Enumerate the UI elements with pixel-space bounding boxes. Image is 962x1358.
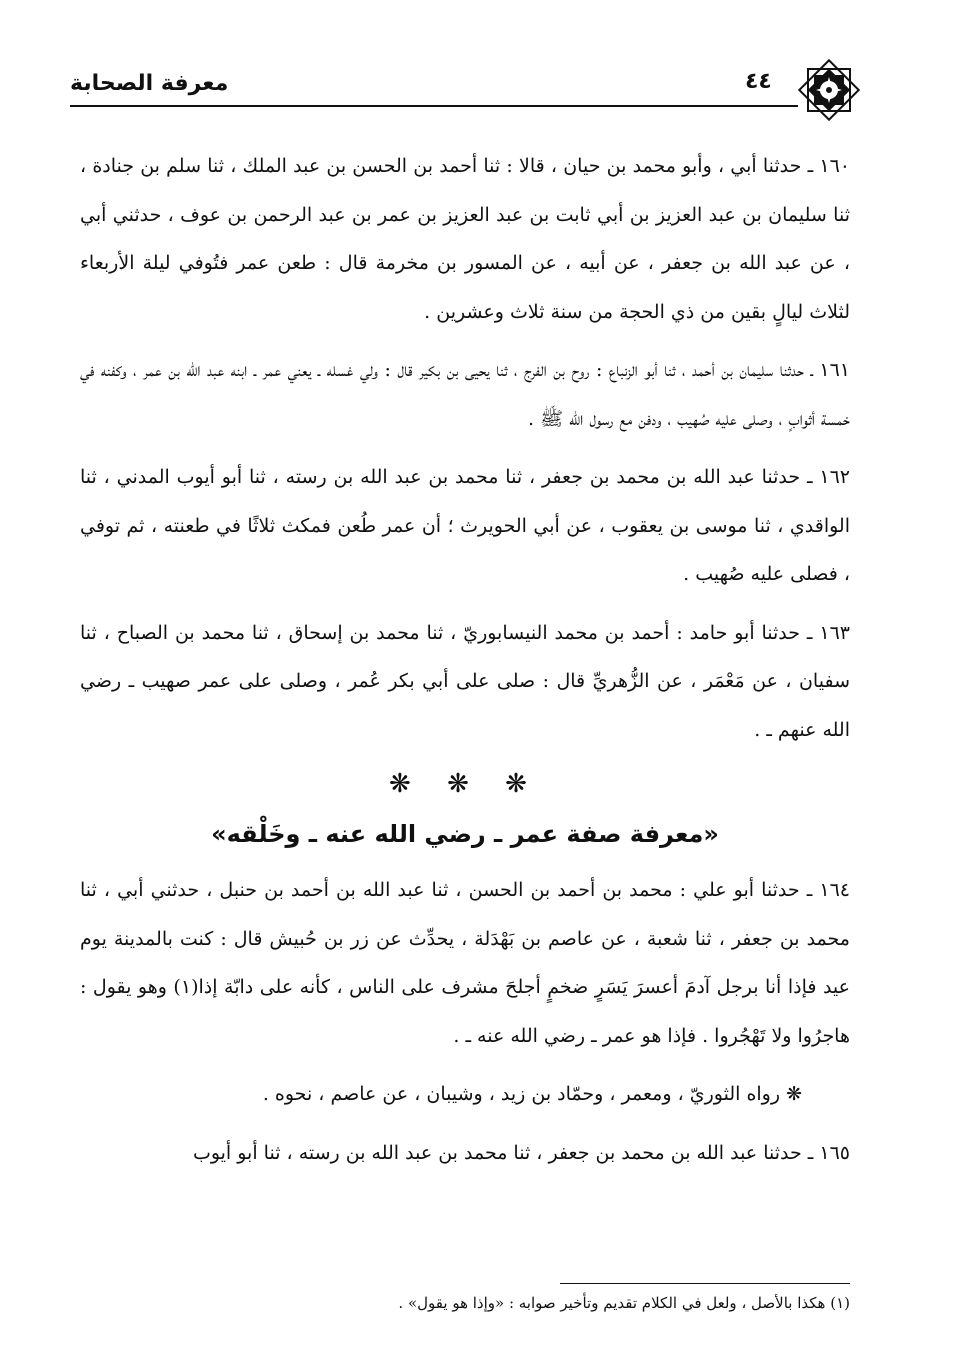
hadith-161: ١٦١ ـ حدثنا سليمان بن أحمد ، ثنا أبو الزنباع : روح بن الفرج ، ثنا يحيى بن بكير قال : ولي غسله ـ يعني عمر ـ ابنه عبد الله بن عمر ، وكفنه في خمسة أثوابٍ ، وصلى عليه صُهيب ، ودفن مع رسول الله ﷺ .	[80, 359, 850, 430]
hadith-165: ١٦٥ ـ حدثنا عبد الله بن محمد بن جعفر ، ثنا محمد بن عبد الله بن رسته ، ثنا أبو أيوب	[192, 1141, 850, 1164]
hadith-162: ١٦٢ ـ حدثنا عبد الله بن محمد بن جعفر ، ثنا محمد بن عبد الله بن رسته ، ثنا أبو أيوب المدني ، ثنا الواقدي ، ثنا موسى بن يعقوب ، عن أبي الحويرث ؛ أن عمر طُعن فمكث ثلاثًا في طعنته ، ثم توفي ، فصلى عليه صُهيب .	[80, 466, 850, 585]
hadith-164: ١٦٤ ـ حدثنا أبو علي : محمد بن أحمد بن الحسن ، ثنا عبد الله بن أحمد بن حنبل ، حدثني أبي ، ثنا محمد بن جعفر ، ثنا شعبة ، عن عاصم بن بَهْدَلة ، يحدِّث عن زر بن حُبيش قال : كنت بالمدينة يوم عيد فإذا أنا برجل آدمَ أعسرَ يَسَرٍ ضخمٍ أجلحَ مشرف على الناس ، كأنه على دابّة إذا(١) وهو يقول : هاجرُوا ولا تَهْجُروا . فإذا هو عمر ـ رضي الله عنه ـ .	[80, 879, 850, 1047]
octagram-ornament-icon	[794, 55, 864, 125]
narration-note: ❋ رواه الثوريّ ، ومعمر ، وحمّاد بن زيد ، وشيبان ، عن عاصم ، نحوه .	[262, 1083, 802, 1105]
hadith-160: ١٦٠ ـ حدثنا أبي ، وأبو محمد بن حيان ، قالا : ثنا أحمد بن الحسن بن عبد الملك ، ثنا سلم بن جنادة ، ثنا سليمان بن عبد العزيز بن أبي ثابت بن عبد العزيز بن عمر بن عبد الرحمن بن عوف ، حدثني أبي ، عن عبد الله بن جعفر ، عن أبيه ، عن المسور بن مخرمة قال : طعن عمر فتُوفي ليلة الأربعاء لثلاث ليالٍ بقين من ذي الحجة من سنة ثلاث وعشرين .	[80, 155, 850, 323]
running-title: معرفة الصحابة	[70, 71, 229, 96]
section-heading: «معرفة صفة عمر ـ رضي الله عنه ـ وخَلْقه»	[211, 820, 719, 848]
page-number: ٤٤	[745, 69, 772, 94]
footnote: (١) هكذا بالأصل ، ولعل في الكلام تقديم وتأخير صوابه : «وإذا هو يقول» .	[398, 1294, 850, 1312]
section-separator: ❋ ❋ ❋	[389, 769, 541, 799]
main-text	[80, 142, 850, 1187]
hadith-163: ١٦٣ ـ حدثنا أبو حامد : أحمد بن محمد النيسابوريّ ، ثنا محمد بن إسحاق ، ثنا محمد بن الصباح ، ثنا سفيان ، عن مَعْمَر ، عن الزُّهريِّ قال : صلى على أبي بكر عُمر ، وصلى على عمر صهيب ـ رضي الله عنهم ـ .	[80, 621, 850, 741]
footnote-rule	[560, 1283, 850, 1284]
header-rule	[70, 105, 798, 107]
